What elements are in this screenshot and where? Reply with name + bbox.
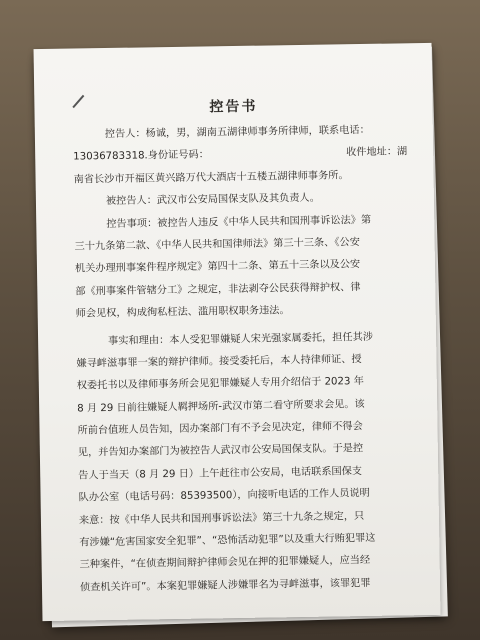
body-line: 事实和理由：本人受犯罪嫌疑人宋光强家属委托，担任其涉 [108,331,374,347]
body-line: 队办公室（电话号码：85393500），向接听电话的工作人员说明 [78,488,370,504]
body-line: 见，并告知办案部门为被控告人武汉市公安局国保支队。于是控 [77,443,364,459]
body-line: 三十九条第二款、《中华人民共和国律师法》第三十三条、《公安 [74,237,360,253]
phone-id-text: 13036783318.身份证号码： [73,149,209,163]
complaint-document-page [34,43,441,621]
body-line: 有涉嫌“危害国家安全犯罪”、“恐怖活动犯罪”以及重大行贿犯罪这 [79,532,376,549]
body-line: 部《刑事案件管辖分工》之规定，非法剥夺公民获得辩护权、律 [75,281,361,298]
body-line: 控告人：杨诚，男，湖南五湖律师事务所律师，联系电话： [104,124,370,141]
body-line: 所前台值班人员告知，因办案部门有不予会见决定，律师不得会 [77,421,363,437]
body-line: 控告事项：被控告人违反《中华人民共和国刑事诉讼法》第 [106,214,372,230]
body-line: 告人于当天（8 月 29 日）上午赶往市公安局，电话联系国保支 [78,465,363,482]
document-title: 控告书 [209,98,258,116]
body-line: 三种案件，“在侦查期间辩护律师会见在押的犯罪嫌疑人，应当经 [79,555,371,571]
body-line: 被控告人：武汉市公安局国保支队及其负责人。 [105,192,320,208]
document-body [73,119,414,599]
address-label-text: 收件地址：湖 [345,146,408,159]
body-line: 8 月 29 日前往嫌疑人羁押场所-武汉市第二看守所要求会见。该 [77,398,365,415]
body-line: 权委托书以及律师事务所会见犯罪嫌疑人专用介绍信于 2023 年 [76,376,364,392]
body-line: 侦查机关许可”。本案犯罪嫌疑人涉嫌罪名为寻衅滋事，该罪犯罪 [79,577,371,594]
body-line: 南省长沙市开福区黄兴路万代大酒店十五楼五湖律师事务所。 [73,170,349,186]
body-line: 机关办理刑事案件程序规定》第四十二条、第五十三条以及公安 [74,259,361,275]
body-line: 师会见权，构成徇私枉法、滥用职权职务违法。 [75,305,290,320]
body-line: 嫌寻衅滋事罪一案的辩护律师。接受委托后，本人持律师证、授 [76,353,362,370]
body-line: 来意：按《中华人民共和国刑事诉讼法》第三十九条之规定，只 [78,510,365,527]
